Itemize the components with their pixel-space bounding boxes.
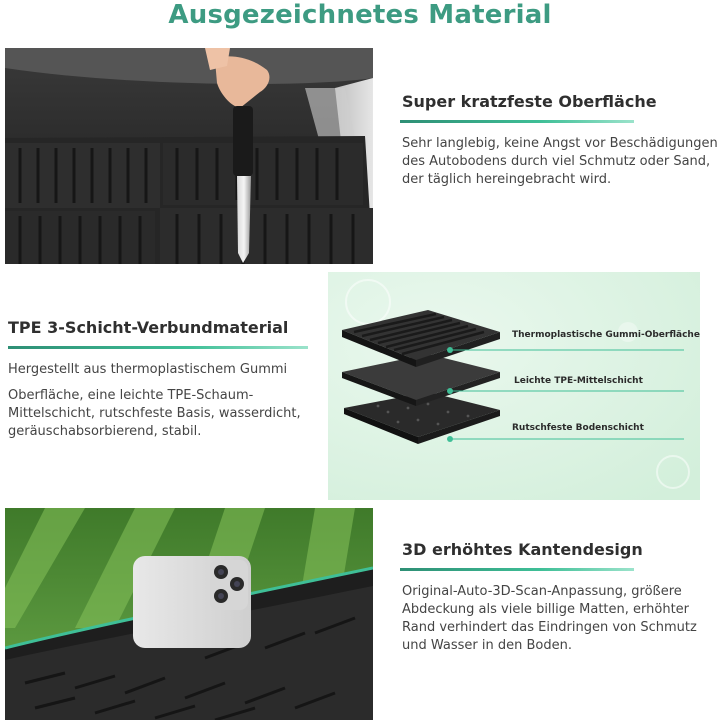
section-body-3d-edge — [402, 583, 720, 655]
heading-underline — [400, 568, 634, 571]
body-text-line2: Oberfläche, eine leichte TPE-Schaum-Mittelschicht, rutschfeste Basis, wasserdicht, geräuschabsorbierend, stabil. — [8, 388, 301, 439]
section-heading-tpe-layers: TPE 3-Schicht-Verbundmaterial — [8, 318, 289, 337]
section-heading-scratch-resistant: Super kratzfeste Oberfläche — [402, 92, 657, 111]
section-heading-3d-edge: 3D erhöhtes Kantendesign — [402, 540, 643, 559]
section-body-tpe-layers — [8, 361, 308, 441]
layer-label-middle: Leichte TPE-Mittelschicht — [514, 376, 643, 386]
layer-label-bottom: Rutschfeste Bodenschicht — [512, 423, 644, 433]
body-text: Sehr langlebig, keine Angst vor Beschädigungen des Autobodens durch viel Schmutz oder Sand, der täglich hereingebracht wird. — [402, 136, 718, 187]
phone-on-mat-lawn-photo — [5, 508, 373, 720]
heading-underline — [400, 120, 634, 123]
body-text-line1: Hergestellt aus thermoplastischem Gummi — [8, 362, 288, 377]
page-title: Ausgezeichnetes Material — [168, 0, 552, 30]
trunk-mat-knife-photo — [5, 48, 373, 264]
body-text: Original-Auto-3D-Scan-Anpassung, größere Abdeckung als viele billige Matten, erhöhter Rand verhindert das Eindringen von Schmutz und Wasser in den Boden. — [402, 584, 697, 653]
mat-layers-diagram — [328, 272, 700, 500]
section-body-scratch-resistant — [402, 135, 720, 189]
layer-label-top: Thermoplastische Gummi-Oberfläche — [512, 330, 700, 340]
heading-underline — [8, 346, 308, 349]
